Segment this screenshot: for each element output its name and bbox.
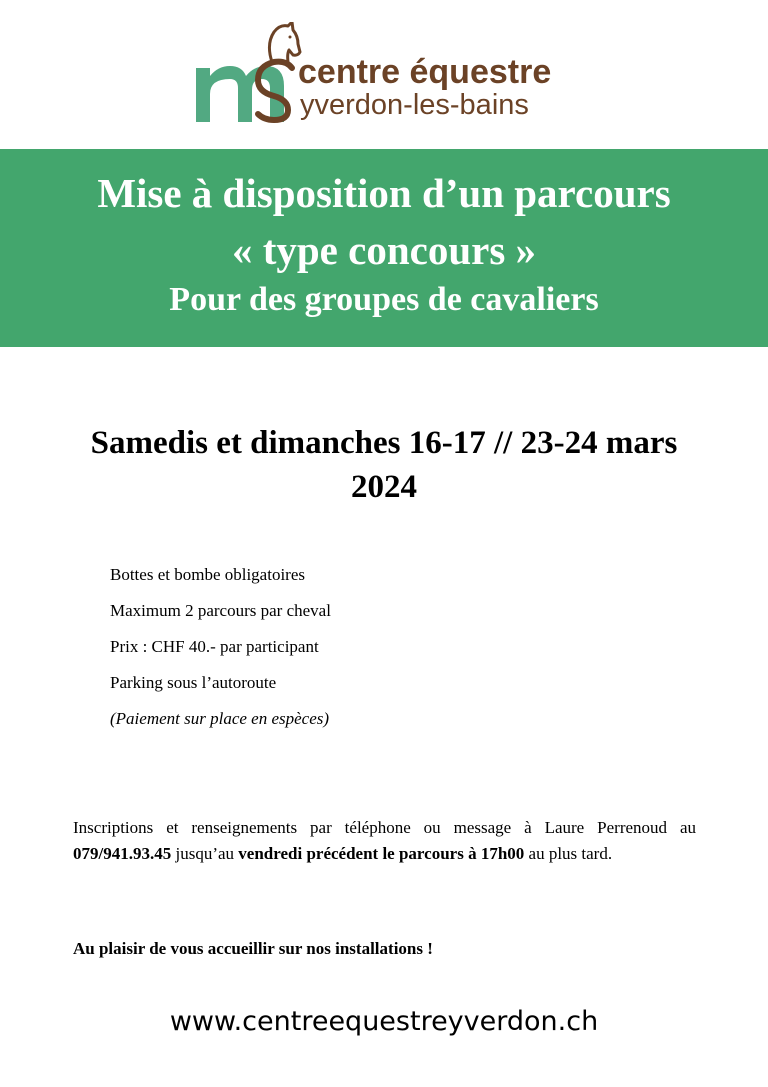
- registration-deadline: vendredi précédent le parcours à 17h00: [238, 844, 525, 863]
- details-list: [110, 563, 331, 743]
- banner-title-line1: Mise à disposition d’un parcours: [97, 170, 671, 216]
- logo: [192, 22, 592, 126]
- event-dates-line2: 2024: [351, 469, 417, 505]
- title-banner: [0, 149, 768, 347]
- logo-title: centre équestre: [298, 53, 552, 91]
- logo-subtitle: yverdon-les-bains: [300, 89, 529, 121]
- event-dates-line1: Samedis et dimanches 16-17 // 23-24 mars: [90, 425, 678, 461]
- event-dates: [40, 421, 728, 509]
- payment-note: (Paiement sur place en espèces): [110, 709, 330, 728]
- website-link[interactable]: www.centreequestreyverdon.ch: [169, 1006, 599, 1037]
- contact-paragraph: [73, 815, 696, 867]
- details-item: Parking sous l’autoroute: [110, 673, 277, 692]
- banner-title-line2: « type concours »: [231, 227, 537, 273]
- details-item: Maximum 2 parcours par cheval: [110, 601, 331, 620]
- closing-message: Au plaisir de vous accueillir sur nos installations !: [73, 939, 433, 958]
- contact-text: jusqu’au: [171, 844, 239, 863]
- details-item: Bottes et bombe obligatoires: [110, 565, 305, 584]
- contact-text: Inscriptions et renseignements par téléphone ou message à Laure Perrenoud au: [73, 818, 696, 837]
- details-item: Prix : CHF 40.- par participant: [110, 637, 319, 656]
- contact-text: au plus tard.: [524, 844, 613, 863]
- phone-number: 079/941.93.45: [73, 844, 172, 863]
- horse-head-logo-icon: [192, 22, 302, 126]
- banner-subtitle: Pour des groupes de cavaliers: [169, 281, 599, 318]
